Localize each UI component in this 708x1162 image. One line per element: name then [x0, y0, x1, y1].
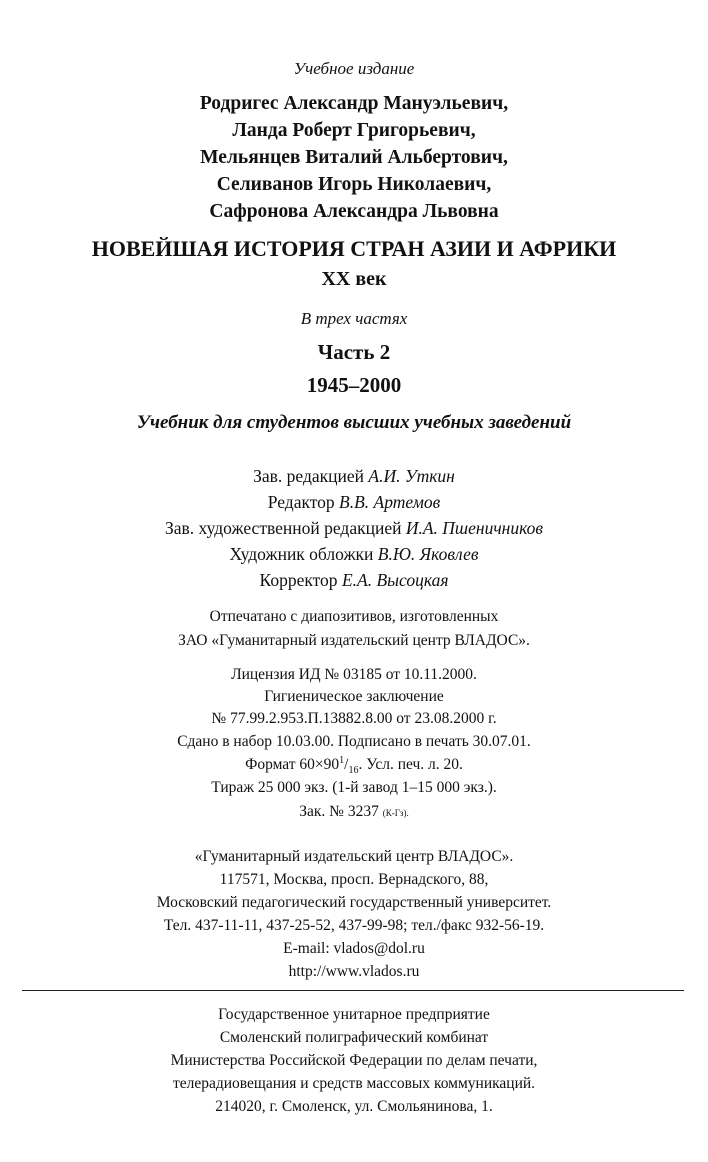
staff-line: Редактор В.В. Артемов — [267, 492, 441, 512]
parts-note: В трех частях — [300, 309, 408, 328]
printer-address: 214020, г. Смоленск, ул. Смольянинова, 1. — [215, 1098, 493, 1115]
years-range: 1945–2000 — [306, 373, 402, 397]
audience-line: Учебник для студентов высших учебных заведений — [136, 412, 572, 433]
submitted-line: Сдано в набор 10.03.00. Подписано в печать 30.07.01. — [177, 733, 531, 750]
staff-line: Зав. художественной редакцией И.А. Пшеничников — [165, 518, 543, 538]
printer-line: Государственное унитарное предприятие — [218, 1006, 490, 1023]
author-line: Родригес Александр Мануэльевич, — [199, 93, 509, 114]
part-number: Часть 2 — [317, 340, 391, 364]
book-title: НОВЕЙШАЯ ИСТОРИЯ СТРАН АЗИИ И АФРИКИ — [91, 236, 617, 261]
printer-line: Смоленский полиграфический комбинат — [219, 1029, 489, 1046]
author-line: Мельянцев Виталий Альбертович, — [200, 147, 508, 168]
author-line: Сафронова Александра Львовна — [209, 201, 499, 222]
divider-line — [22, 990, 684, 991]
staff-line: Художник обложки В.Ю. Яковлев — [229, 544, 479, 564]
author-line: Ланда Роберт Григорьевич, — [232, 120, 476, 141]
staff-line: Зав. редакцией А.И. Уткин — [253, 466, 455, 486]
hygiene-number: № 77.99.2.953.П.13882.8.00 от 23.08.2000 г. — [211, 710, 497, 727]
publisher-website: http://www.vlados.ru — [288, 963, 420, 980]
publisher-line: «Гуманитарный издательский центр ВЛАДОС». — [194, 848, 514, 865]
hygiene-title: Гигиеническое заключение — [264, 688, 444, 705]
staff-line: Корректор Е.А. Высоцкая — [259, 570, 449, 590]
publisher-line: Московский педагогический государственный университет. — [156, 894, 552, 911]
publisher-line: 117571, Москва, просп. Вернадского, 88, — [219, 871, 489, 888]
printer-line: Министерства Российской Федерации по делам печати, — [170, 1052, 538, 1069]
print-run-line: Тираж 25 000 экз. (1-й завод 1–15 000 экз.). — [211, 779, 497, 796]
printed-from-line: Отпечатано с диапозитивов, изготовленных — [209, 608, 499, 625]
author-line: Селиванов Игорь Николаевич, — [216, 174, 492, 195]
printed-from-line: ЗАО «Гуманитарный издательский центр ВЛАДОС». — [178, 632, 530, 649]
order-line: Зак. № 3237 (К-Гз). — [299, 803, 409, 820]
publisher-email: E-mail: vlados@dol.ru — [283, 940, 425, 957]
license-line: Лицензия ИД № 03185 от 10.11.2000. — [231, 666, 477, 683]
printer-line: телерадиовещания и средств массовых коммуникаций. — [172, 1075, 536, 1092]
edition-type: Учебное издание — [293, 59, 415, 78]
format-line: Формат $60\times 90^1/_{16}$. Усл. печ. л. 20. — [245, 754, 463, 777]
book-century: XX век — [321, 268, 387, 290]
publisher-line: Тел. 437-11-11, 437-25-52, 437-99-98; тел./факс 932-56-19. — [163, 917, 545, 934]
